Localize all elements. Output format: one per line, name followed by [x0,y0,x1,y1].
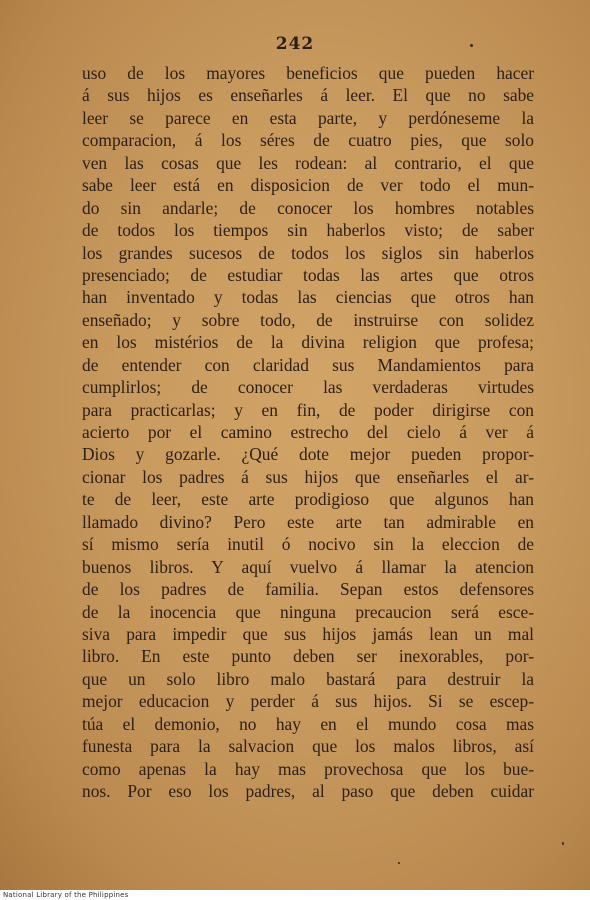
text-line: sabe leer está en disposicion de ver todo el mun- [82,175,534,196]
text-line: acierto por el camino estrecho del cielo á ver á [82,422,534,442]
text-line: leer se parece en esta parte, y perdóneseme la [82,107,534,128]
text-line: como apenas la hay mas provechosa que los bue- [82,758,534,779]
text-line: cumplirlos; de conocer las verdaderas virtudes [82,377,534,398]
text-line: que un solo libro malo bastará para destruir la [82,668,534,689]
text-line: Dios y gozarle. ¿Qué dote mejor pueden propor- [82,444,534,465]
text-line: buenos libros. Y aquí vuelvo á llamar la atencion [82,556,534,577]
text-line: de los padres de familia. Sepan estos defensores [82,579,534,600]
body-text [82,62,534,802]
text-line: túa el demonio, no hay en el mundo cosa mas [82,713,534,734]
page-number: 242 [275,34,315,54]
text-line: de la inocencia que ninguna precaucion será esce- [82,601,534,622]
text-line: á sus hijos es enseñarles á leer. El que no sabe [82,85,534,106]
text-line: cionar los padres á sus hijos que enseñarles el ar- [82,466,534,487]
text-line: de todos los tiempos sin haberlos visto; de saber [82,220,534,241]
text-line: los grandes sucesos de todos los siglos sin haberlos [82,242,534,263]
text-line: comparacion, á los séres de cuatro pies, que solo [82,130,534,151]
text-line: llamado divino? Pero este arte tan admirable en [82,511,534,532]
library-credit: National Library of the Philippines [3,891,129,899]
text-line: presenciado; de estudiar todas las artes que otros [82,264,534,285]
ink-speck [398,862,400,864]
text-line: enseñado; y sobre todo, de instruirse con solidez [82,309,534,330]
text-line: siva para impedir que sus hijos jamás lean un mal [82,623,534,644]
text-line: en los mistérios de la divina religion que profesa; [82,332,534,353]
text-line: para practicarlas; y en fin, de poder dirigirse con [82,399,534,420]
text-line: te de leer, este arte prodigioso que algunos han [82,489,534,510]
text-line: funesta para la salvacion que los malos libros, así [82,736,534,757]
text-line: do sin andarle; de conocer los hombres notables [82,197,534,218]
text-line: nos. Por eso los padres, al paso que deben cuidar [82,781,534,801]
text-line: mejor educacion y perder á sus hijos. Si se escep- [82,691,534,712]
text-line: libro. En este punto deben ser inexorables, por- [82,646,534,667]
ink-speck [562,842,564,845]
text-line: sí mismo sería inutil ó nocivo sin la eleccion de [82,534,534,555]
text-line: de entender con claridad sus Mandamientos para [82,354,534,375]
ink-speck [470,44,473,47]
text-line: han inventado y todas las ciencias que otros han [82,287,534,308]
text-line: uso de los mayores beneficios que pueden hacer [82,63,534,83]
text-line: ven las cosas que les rodean: al contrario, el que [82,152,534,173]
